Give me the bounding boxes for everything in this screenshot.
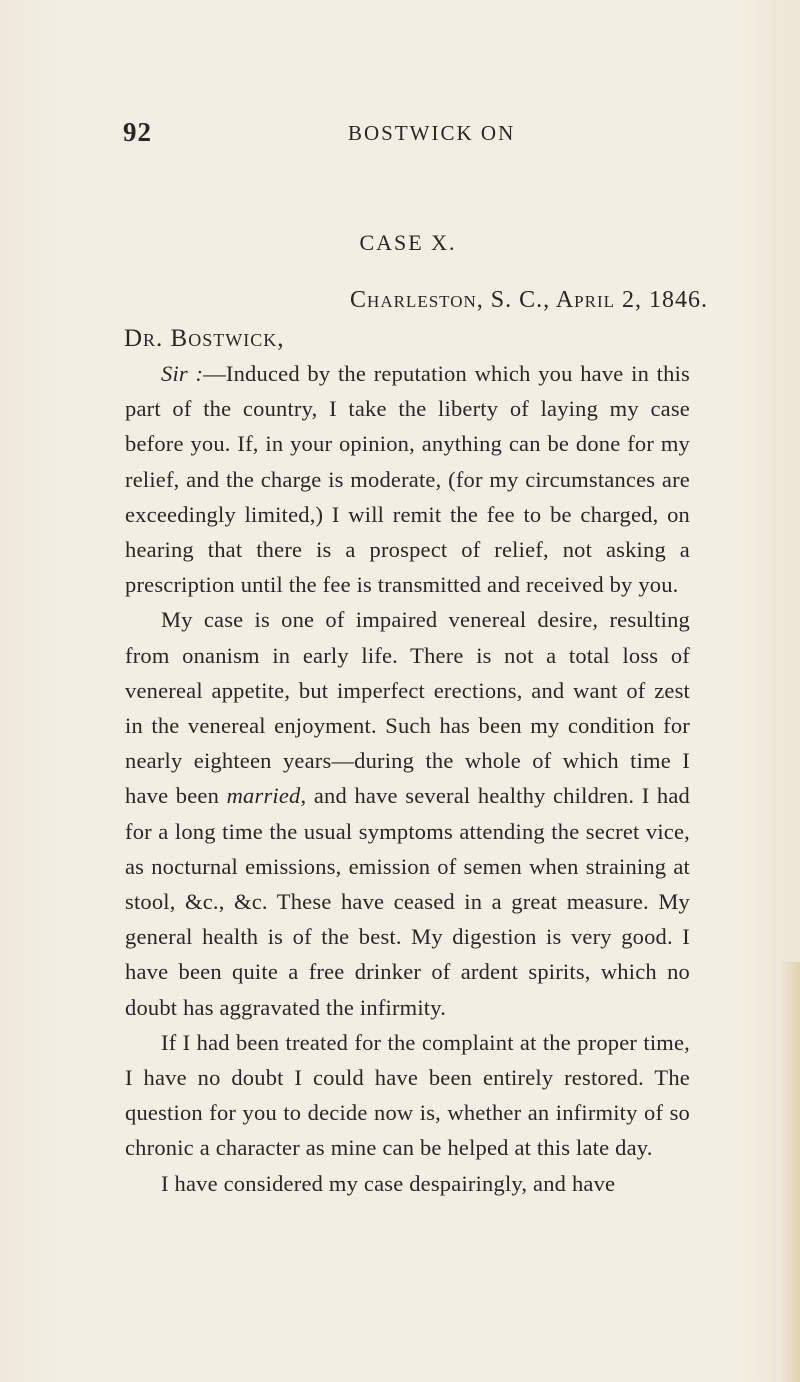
- page-edge-stain: [780, 962, 800, 1382]
- paragraph-4: I have considered my case despairingly, and have: [161, 1170, 616, 1196]
- greeting: Sir :: [161, 361, 204, 386]
- paragraph-3: If I had been treated for the complaint at the proper time, I have no doubt I could have been entirely restored. The question for you to decide now is, whether an infirmity of so chronic a character as mine can be helped at this late day.: [125, 1029, 690, 1161]
- page-number: 92: [123, 117, 152, 147]
- running-head: [0, 117, 800, 147]
- paragraph-1-text: —Induced by the reputation which you have in this part of the country, I take the liberty of laying my case before you. If, in your opinion, anything can be done for my relief, and the charge is moderate, (for my circumstances are exceedingly limited,) I will remit the fee to be charged, on hearing that there is a prospect of relief, not asking a prescription until the fee is transmitted and received by you.: [125, 361, 690, 598]
- paragraph-1: [125, 356, 690, 602]
- dateline: Charleston, S. C., April 2, 1846.: [350, 287, 708, 313]
- paragraph-2-text-a: My case is one of impaired venereal desire, resulting from onanism in early life. There is not a total loss of venereal appetite, but imperfect erections, and want of zest in the venereal enjoyment. Such has been my condition for nearly eighteen years—during the whole of which time I have been: [125, 607, 690, 809]
- paragraph-2: [125, 602, 690, 1024]
- emphasis-married: married: [226, 783, 301, 809]
- salutation: Dr. Bostwick,: [124, 325, 285, 352]
- letter-body: [125, 356, 690, 1201]
- paragraph-2-text-b: , and have several healthy children. I had for a long time the usual symptoms attending the secret vice, as nocturnal emissions, emission of semen when straining at stool, &c., &c. These have ceased in a great measure. My general health is of the best. My digestion is very good. I have been quite a free drinker of ardent spirits, which no doubt has aggravated the infirmity.: [125, 783, 690, 1020]
- case-heading: CASE X.: [359, 230, 457, 255]
- running-title: BOSTWICK ON: [348, 121, 516, 145]
